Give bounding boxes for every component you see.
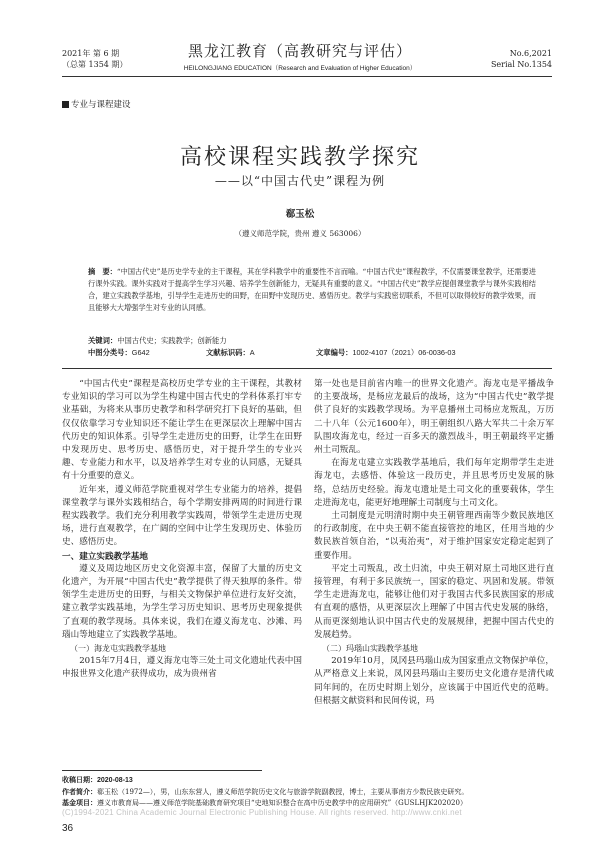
paragraph: 在海龙屯建立实践教学基地后，我们每年定期带学生走进海龙屯，去感悟、体验这一段历史，并且思考历史发展的脉络，总结历史经验。海龙屯遗址是土司文化的重要载体，学生走进海龙屯，能更好地理解土司制度与土司文化。 xyxy=(314,458,554,508)
paragraph: 近年来，遵义师范学院重视对学生专业能力的培养，提倡课堂教学与课外实践相结合，每个学期安排两周的时间进行课程实践教学。我们充分利用教学实践周，带领学生走进历史现场，进行直观教学，在广阔的空间中让学生发现历史、体验历史、感悟历史。 xyxy=(62,484,302,548)
cnki-watermark: (C)1994-2021 China Academic Journal Electronic Publishing House. All rights reserved. http://www.cnki.net xyxy=(62,808,462,817)
article-id-value: 1002-4107（2021）06-0036-03 xyxy=(352,348,456,357)
paragraph: 2019年10月，凤冈县玛瑙山成为国家重点文物保护单位，从严格意义上来说，凤冈县玛瑙山主要历史文化遗存是清代咸同年间的，在历史时期上划分，应该属于中国近代史的范畴。但根据文献资料和民间传说，玛 xyxy=(314,656,554,706)
issue-number-cn: 2021年 第 6 期 xyxy=(62,49,120,58)
body-left-column xyxy=(62,378,302,682)
author-bio-label: 作者简介： xyxy=(62,788,97,796)
issue-number-en: No.6,2021 xyxy=(509,49,552,58)
clc-group xyxy=(88,347,206,359)
total-issue-cn: （总第 1354 期） xyxy=(62,60,128,69)
section-heading-1: 一、建立实践教学基地 xyxy=(62,550,148,561)
article-id-group xyxy=(316,347,456,359)
journal-title-cn: 黑龙江教育（高教研究与评估） xyxy=(187,42,412,60)
page-number: 36 xyxy=(62,823,74,834)
classification-line xyxy=(88,347,548,359)
keywords-label: 关键词： xyxy=(88,336,118,345)
clc-label: 中图分类号： xyxy=(88,348,132,357)
article-id-label: 文章编号： xyxy=(316,348,353,357)
fund-text: 遵义市教育局——遵义师范学院基础教育研究项目“史地知识整合在高中历史教学中的应用研究”（GUSLHJK202020） xyxy=(97,799,467,807)
section-label xyxy=(62,98,131,110)
square-bullet-icon xyxy=(62,101,69,108)
abstract-text: “中国古代史”是历史学专业的主干课程，其在学科教学中的重要性不言而喻。“中国古代史”课程教学，不仅需要课堂教学，还需要进行课外实践。课外实践对于提高学生学习兴趣、培养学生创新能力，无疑具有重要的意义。“中国古代史”教学应提倡课堂教学与课外实践相结合，建立实践教学基地，引导学生走进历史的田野，在田野中发现历史、感悟历史。教学与实践密切联系，不但可以取得较好的教学效果，而且能够大大增强学生对专业的认同感。 xyxy=(88,267,536,312)
keywords-line xyxy=(88,335,548,347)
author-affiliation: （遵义师范学院，贵州 遵义 563006） xyxy=(234,229,366,238)
paragraph: 土司制度是元明清时期中央王朝管理西南等少数民族地区的行政制度，在中央王朝不能直接管控的地区，任用当地的少数民族首领自治，“以夷治夷”，对于维护国家安定稳定起到了重要作用。 xyxy=(314,511,554,561)
article-subtitle: ——以“中国古代史”课程为例 xyxy=(214,174,386,188)
doc-code-group xyxy=(206,347,316,359)
keywords-text: 中国古代史；实践教学；创新能力 xyxy=(117,336,227,345)
footnotes xyxy=(62,775,552,810)
author-bio xyxy=(62,787,552,799)
journal-title-en: HEILONGJIANG EDUCATION（Research and Evaluation of Higher Education） xyxy=(183,65,417,72)
header-rule xyxy=(62,76,552,77)
section-label-text: 专业与课程建设 xyxy=(71,99,131,109)
serial-number-en: Serial No.1354 xyxy=(490,60,552,69)
footnote-rule xyxy=(62,770,262,771)
author-bio-text: 郗玉松（1972—），男，山东东营人，遵义师范学院历史文化与旅游学院副教授，博士，主要从事南方少数民族史研究。 xyxy=(97,787,469,796)
abstract-label: 摘 要： xyxy=(88,267,117,276)
doc-code-label: 文献标识码： xyxy=(206,348,250,357)
doc-code-value: A xyxy=(249,348,255,357)
paragraph: 平定土司叛乱，改土归流，中央王朝对原土司地区进行直接管理，有利于多民族统一，国家的稳定、巩固和发展。带领学生走进海龙屯，能够让他们对于我国古代多民族国家的形成有直观的感悟，从更深层次上理解了中国古代史发展的脉络，从而更深刻地认识中国古代史的发展规律，把握中国古代史的发展趋势。 xyxy=(314,563,554,640)
abstract xyxy=(88,266,536,314)
fund-label: 基金项目： xyxy=(62,800,97,807)
received-date-text: 收稿日期：2020-08-13 xyxy=(62,777,133,784)
subsection-heading-1: （一）海龙屯实践教学基地 xyxy=(70,644,166,654)
abstract-rule xyxy=(62,368,552,369)
issue-info-en xyxy=(491,48,552,70)
received-date xyxy=(62,775,552,787)
paragraph: 第一处也是目前省内唯一的世界文化遗产。海龙屯是平播战争的主要战场，是杨应龙最后的战场，这为“中国古代史”教学提供了良好的实践教学现场。为平息播州土司杨应龙叛乱，万历二十八年（公元1600年），明王朝组织八路大军共二十余万军队围攻海龙屯，经过一百多天的激烈战斗，明王朝最终平定播州土司叛乱。 xyxy=(314,379,554,456)
paragraph: 2015年7月4日，遵义海龙屯等三处土司文化遗址代表中国申报世界文化遗产获得成功，成为贵州省 xyxy=(62,656,302,680)
paragraph: 遵义及周边地区历史文化资源丰富，保留了大量的历史文化遗产，为开展“中国古代史”教学提供了得天独厚的条件。带领学生走进历史的田野，与相关文物保护单位进行友好交流，建立教学实践基地，为学生学习历史知识、思考历史现象提供了直观的教学现场。具体来说，我们在遵义海龙屯、沙滩、玛瑙山等地建立了实践教学基地。 xyxy=(62,563,302,640)
article-title: 高校课程实践教学探究 xyxy=(179,144,420,169)
author-name: 郗玉松 xyxy=(285,209,315,220)
clc-value: G642 xyxy=(131,348,150,357)
article-meta xyxy=(88,335,548,359)
paragraph: “中国古代史”课程是高校历史学专业的主干课程，其教材专业知识的学习可以为学生构建中国古代史的学科体系打牢专业基础，为将来从事历史教学和科学研究打下良好的基础，但仅仅依靠学习专业知识还不能让学生在更深层次上理解中国古代历史的知识体系。引导学生走进历史的田野，让学生在田野中发现历史、思考历史、感悟历史，对于提升学生的专业兴趣、专业能力和水平，以及培养学生对专业的认同感，无疑具有十分重要的意义。 xyxy=(62,379,302,482)
body-right-column xyxy=(314,378,554,708)
subsection-heading-2: （二）玛瑙山实践教学基地 xyxy=(322,644,418,654)
